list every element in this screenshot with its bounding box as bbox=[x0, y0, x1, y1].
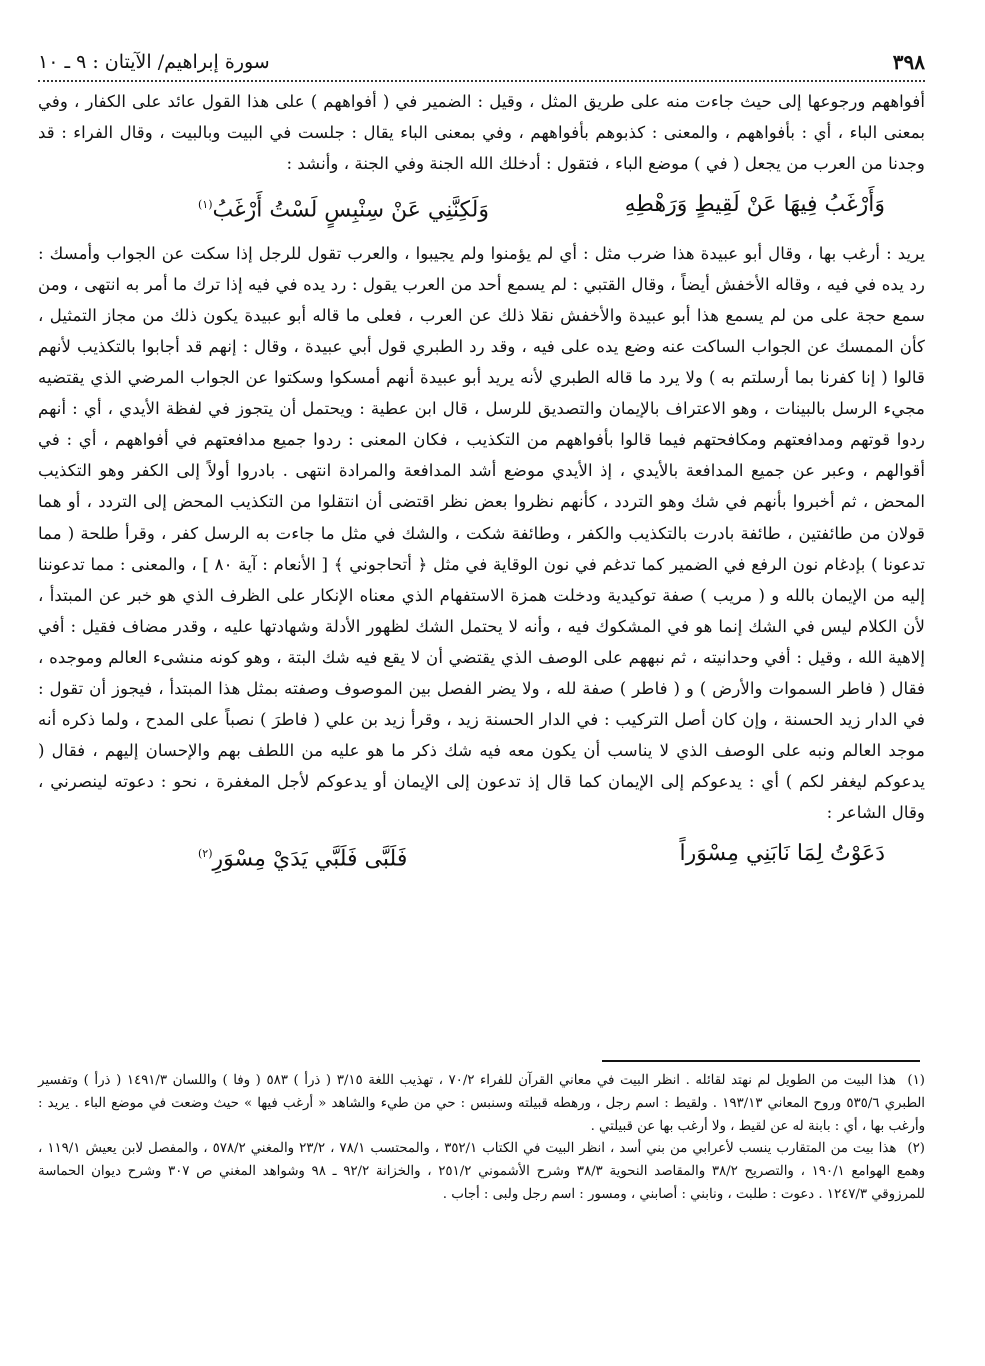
footnote-1-number: (١) bbox=[907, 1073, 925, 1088]
footnote-2-text: هذا بيت من المتقارب ينسب لأعرابي من بني أسد ، انظر البيت في الكتاب ٣٥٢/١ ، والمحتسب ٧٨/١ ، ٢٣/٢ والمغني ٥٧٨/٢ ، والمفصل لابن يعيش ١١٩/١ ، وهمع الهوامع ١٩٠/١ ، والتصريح ٣٨/٢ والمقاصد النحوية ٣٨/٣ وشرح الأشموني ٢٥١/٢ ، والخزانة ٩٢/٢ ـ ٩٨ وشواهد المغني ص ٣٠٧ وشرح ديوان الحماسة للمرزوقي ١٢٤٧/٣ . دعوت : طلبت ، ونابني : أصابني ، ومسور : اسم رجل ولبى : أجاب . bbox=[38, 1141, 926, 1202]
page-header bbox=[38, 44, 925, 82]
main-text bbox=[38, 86, 925, 887]
footnote-1 bbox=[38, 1070, 925, 1138]
poetry-verse-1 bbox=[38, 189, 925, 225]
verse-2-hemistich-2: فَلَبَّى فَلَبَّي يَدَيْ مِسْوَرِ$^{(٢)}$ bbox=[198, 846, 408, 872]
footnote-2 bbox=[38, 1138, 925, 1206]
poetry-verse-2 bbox=[38, 838, 925, 874]
page-number: ٣٩٨ bbox=[892, 50, 925, 74]
verse-2-hemistich-1: دَعَوْتُ لِمَا نَابَنِي مِسْوَراً bbox=[679, 841, 885, 867]
footnote-ref-2: (٢) bbox=[198, 847, 213, 861]
footnote-ref-1: (١) bbox=[198, 198, 213, 212]
verse-1-hemistich-2: وَلَكِنَّنِي عَنْ سِنْبِسٍ لَسْتُ أَرْغَبُ$^{(١)}$ bbox=[198, 197, 489, 223]
surah-label: سورة إبراهيم/ الآيتان : ٩ ـ ١٠ bbox=[38, 51, 270, 73]
verse-1-hemistich-1: وَأَرْغَبُ فِيهَا عَنْ لَقِيطٍ وَرَهْطِهِ bbox=[624, 192, 885, 218]
footnote-2-number: (٢) bbox=[907, 1141, 925, 1157]
paragraph-2: يريد : أرغب بها ، وقال أبو عبيدة هذا ضرب مثل : أي لم يؤمنوا ولم يجيبوا ، والعرب تقول للرجل إذا سكت عن الجواب وأمسك : رد يده في فيه ، وقاله الأخفش أيضاً ، وقال القتبي : لم يسمع أحد من العرب يقول : رد يده في فيه إذا ترك ما أمر به انتهى ، ومن سمع حجة على من لم يسمع هذا أبو عبيدة والأخفش نقلا ذلك عن العرب ، فعلى ما قاله أبو عبيدة يكون ذلك من مجاز التمثيل ، كأن الممسك عن الجواب الساكت عنه وضع يده على فيه ، وقد رد الطبري قول أبي عبيدة ، وقال : إنهم قد أجابوا بالتكذيب لأنهم قالوا ( إنا كفرنا بما أرسلتم به ) ولا يرد ما قاله الطبري لأنه يريد أبو عبيدة أنهم أمسكوا وسكتوا عن الجواب المرضي الذي يقتضيه مجيء الرسل بالبينات ، وهو الاعتراف بالإيمان والتصديق للرسل ، قال ابن عطية : ويحتمل أن يتجوز في لفظة الأيدي ، أي : أنهم ردوا قوتهم ومدافعتهم ومكافحتهم فيما قالوا بأفواههم من التكذيب ، فكان المعنى : ردوا جميع مدافعتهم في أفواههم ، أي : في أقوالهم ، وعبر عن جميع المدافعة بالأيدي ، إذ الأيدي موضع أشد المدافعة والمرادة انتهى . بادروا أولاً إلى الكفر وهو التكذيب المحض ، ثم أخبروا بأنهم في شك وهو التردد ، كأنهم نظروا بعض نظر اقتضى أن انتقلوا من التكذيب المحض إلى التردد ، أو هما قولان من طائفتين ، طائفة بادرت بالتكذيب والكفر ، وطائفة شكت ، والشك في مثل ما جاءت به الرسل كفر ، وقرأ طلحة ( مما تدعونا ) بإدغام نون الرفع في الضمير كما تدغم في نون الوقاية في مثل ﴿ أتحاجوني ﴾ [ الأنعام : آية ٨٠ ] ، والمعنى : مما تدعوننا إليه من الإيمان بالله و ( مريب ) صفة توكيدية ودخلت همزة الاستفهام الذي معناه الإنكار على الظرف الذي هو خبر عن المبتدأ ، لأن الكلام ليس في الشك إنما هو في المشكوك فيه ، وأنه لا يحتمل الشك لظهور الأدلة وشهادتها عليه ، وقدر مضاف فقيل : أفي إلاهية الله ، وقيل : أفي وحدانيته ، ثم نبههم على الوصف الذي يقتضي أن لا يقع فيه شك البتة ، وهو كونه منشىء العالم وموجده ، فقال ( فاطر السموات والأرض ) و ( فاطر ) صفة لله ، ولا يضر الفصل بين الموصوف وصفته بمثل هذا المبتدأ ، فيجوز أن تقول : في الدار زيد الحسنة ، وإن كان أصل التركيب : في الدار الحسنة زيد ، وقرأ زيد بن علي ( فاطرَ ) نصباً على المدح ، ولما ذكره أنه موجد العالم ونبه على الوصف الذي لا يناسب أن يكون معه فيه شك ذكر ما هو عليه من اللطف بهم والإحسان إليهم ، فقال ( يدعوكم ليغفر لكم ) أي : يدعوكم إلى الإيمان كما قال إذ تدعون إلى الإيمان أو يدعوكم لأجل المغفرة ، نحو : دعوته لينصرني ، وقال الشاعر : bbox=[38, 242, 925, 823]
footnotes bbox=[38, 1070, 925, 1207]
footnote-1-text: هذا البيت من الطويل لم نهتد لقائله . انظر البيت في معاني القرآن للفراء ٧٠/٢ ، تهذيب اللغة ٣/١٥ ( ذرأ ) ٥٨٣ ( وفا ) واللسان ١٤٩١/٣ ( ذرأ ) وتفسير الطبري ٥٣٥/٦ وروح المعاني ١٩٣/١٣ . ولقيط : اسم رجل ، ورهطه قبيلته وسنبس : حي من طيء والشاهد « أرغب فيها » حيث وضعت في موضع الباء . يريد : وأرغب بها ، أي : بابنة له عن لقيط ، ولا أرغب بها عن قبيلتي . bbox=[38, 1073, 925, 1134]
paragraph-1: أفواههم ورجوعها إلى حيث جاءت منه على طريق المثل ، وقيل : الضمير في ( أفواههم ) على هذا القول عائد على الكفار ، وفي بمعنى الباء ، أي : بأفواههم ، والمعنى : كذبوهم بأفواههم ، وفي بمعنى الباء يقال : جلست في البيت وبالبيت ، وقال الفراء : قد وجدنا من العرب من يجعل ( في ) موضع الباء ، فتقول : أدخلك الله الجنة وفي الجنة ، وأنشد : bbox=[38, 91, 925, 174]
footnote-divider bbox=[602, 1060, 920, 1062]
